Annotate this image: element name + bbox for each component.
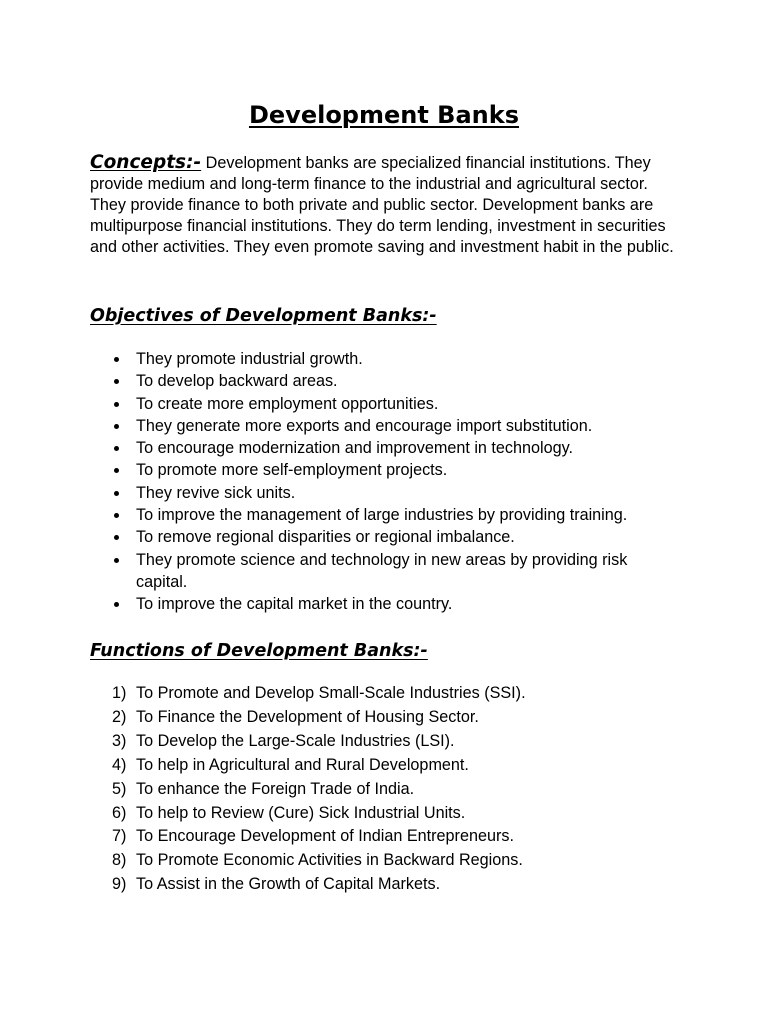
list-item-number: 8) — [112, 851, 127, 870]
list-item-text: To encourage modernization and improvement in technology. — [136, 439, 574, 458]
list-item — [112, 348, 682, 370]
list-item-number: 7) — [112, 827, 127, 846]
list-item-number: 1) — [112, 684, 127, 702]
list-item — [112, 437, 682, 459]
list-item-text: To create more employment opportunities. — [136, 394, 439, 413]
list-item-text: They revive sick units. — [136, 483, 296, 502]
list-item — [112, 370, 682, 392]
list-item — [96, 873, 676, 897]
list-item — [112, 459, 682, 481]
page-title: Development Banks — [248, 101, 520, 129]
list-item-number: 9) — [112, 875, 127, 894]
list-item-text: To enhance the Foreign Trade of India. — [136, 779, 415, 798]
list-item-text: To help in Agricultural and Rural Development. — [136, 755, 469, 774]
list-item — [96, 802, 676, 826]
bullet-icon — [114, 468, 119, 473]
list-item — [96, 682, 676, 706]
functions-list — [96, 682, 676, 897]
list-item-text: To Assist in the Growth of Capital Markets. — [136, 875, 441, 894]
list-item-text: They promote science and technology in new areas by providing risk capital. — [136, 550, 628, 591]
list-item-number: 6) — [112, 803, 127, 822]
list-item — [112, 504, 682, 526]
list-item-number: 2) — [112, 707, 127, 726]
concepts-paragraph — [90, 152, 680, 258]
concepts-label: Concepts:- — [90, 152, 202, 173]
list-item-number: 4) — [112, 755, 127, 774]
list-item-text: To Promote and Develop Small-Scale Industries (SSI). — [136, 684, 526, 702]
bullet-icon — [114, 513, 119, 518]
list-item — [112, 549, 682, 594]
functions-heading: Functions of Development Banks:- — [90, 641, 428, 661]
list-item — [112, 393, 682, 415]
list-item-text: To improve the capital market in the country. — [136, 595, 453, 614]
bullet-icon — [114, 402, 119, 407]
list-item-text: To remove regional disparities or regional imbalance. — [136, 528, 515, 547]
list-item — [112, 482, 682, 504]
list-item-text: To Develop the Large-Scale Industries (LSI). — [136, 731, 455, 750]
list-item — [96, 825, 676, 849]
list-item-text: To Encourage Development of Indian Entrepreneurs. — [136, 827, 514, 846]
objectives-heading: Objectives of Development Banks:- — [90, 306, 437, 326]
bullet-icon — [114, 424, 119, 429]
list-item-number: 3) — [112, 731, 127, 750]
list-item-text: To promote more self-employment projects. — [136, 461, 448, 480]
list-item-number: 5) — [112, 779, 127, 798]
concepts-text: Development banks are specialized financial institutions. They provide medium and long-term finance to the industrial and agricultural sector. They provide finance to both private and public sector. Development banks are multipurpose financial institutions. They do term lending, investment in securities and other activities. They even promote saving and investment habit in the public. — [90, 154, 674, 256]
bullet-icon — [114, 379, 119, 384]
objectives-list — [112, 348, 682, 616]
list-item-text: They generate more exports and encourage import substitution. — [136, 416, 593, 435]
list-item — [96, 849, 676, 873]
list-item — [96, 754, 676, 778]
list-item-text: To help to Review (Cure) Sick Industrial Units. — [136, 803, 466, 822]
list-item — [112, 415, 682, 437]
bullet-icon — [114, 602, 119, 607]
list-item — [112, 593, 682, 615]
bullet-icon — [114, 357, 119, 362]
list-item — [96, 730, 676, 754]
bullet-icon — [114, 558, 119, 563]
list-item-text: They promote industrial growth. — [136, 350, 363, 368]
list-item — [96, 706, 676, 730]
list-item — [96, 778, 676, 802]
bullet-icon — [114, 446, 119, 451]
list-item-text: To improve the management of large industries by providing training. — [136, 506, 628, 525]
list-item-text: To Finance the Development of Housing Sector. — [136, 707, 479, 726]
list-item — [112, 526, 682, 548]
list-item-text: To Promote Economic Activities in Backward Regions. — [136, 851, 523, 870]
bullet-icon — [114, 535, 119, 540]
bullet-icon — [114, 491, 119, 496]
list-item-text: To develop backward areas. — [136, 372, 338, 391]
